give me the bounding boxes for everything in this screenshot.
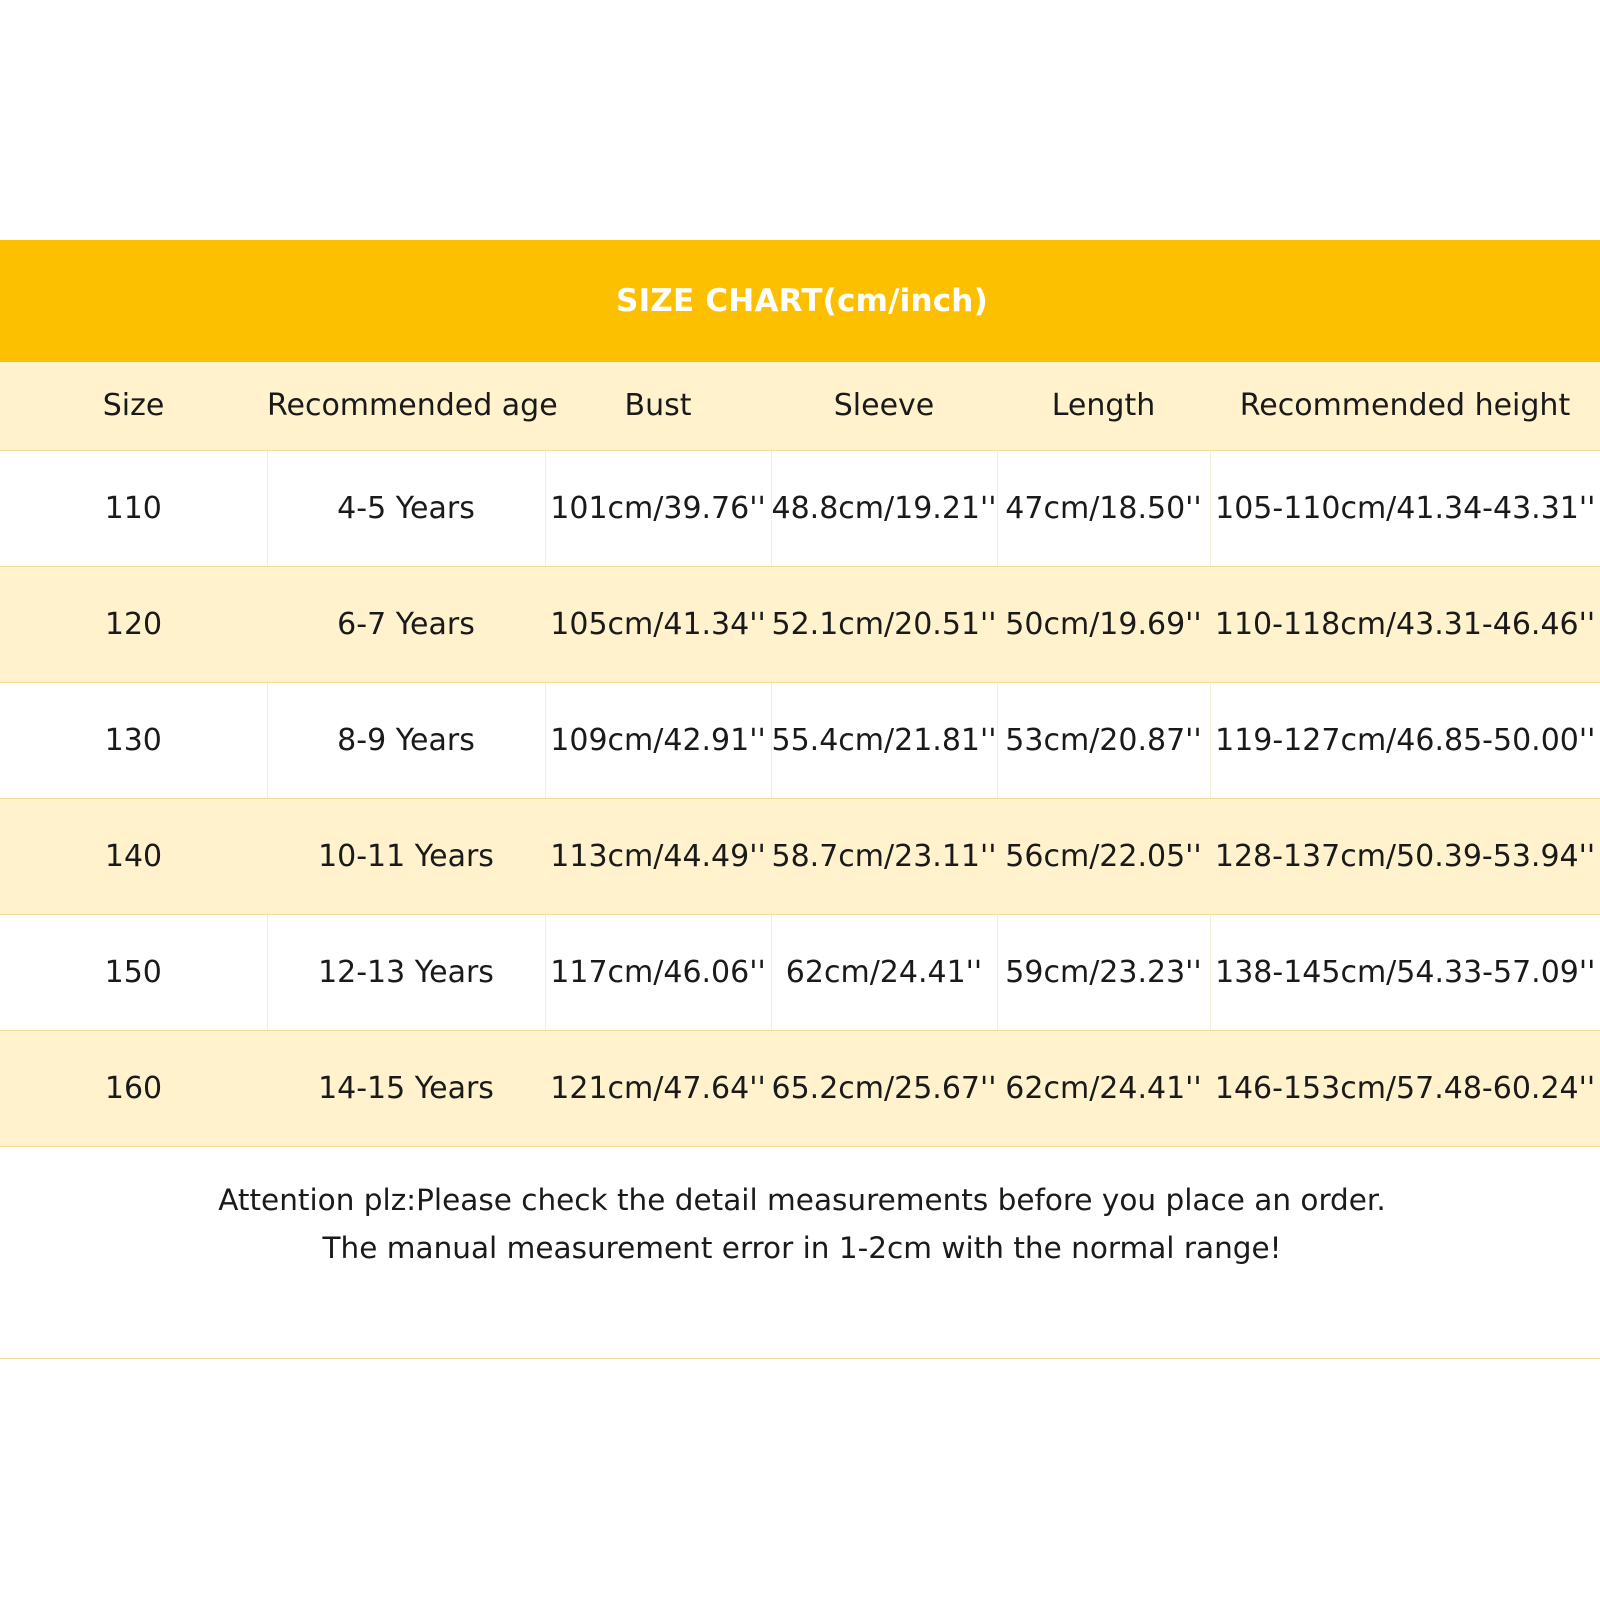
length-cell: 59cm/23.23'' [997,914,1210,1030]
bottom-divider [0,1358,1600,1359]
length-cell: 53cm/20.87'' [997,682,1210,798]
height-cell: 110-118cm/43.31-46.46'' [1210,566,1600,682]
height-cell: 119-127cm/46.85-50.00'' [1210,682,1600,798]
age-cell: 12-13 Years [267,914,545,1030]
age-cell: 10-11 Years [267,798,545,914]
length-cell: 56cm/22.05'' [997,798,1210,914]
height-cell: 146-153cm/57.48-60.24'' [1210,1030,1600,1146]
size-chart-header-bar [0,240,1600,362]
bust-cell: 101cm/39.76'' [545,450,771,566]
bust-cell: 117cm/46.06'' [545,914,771,1030]
column-header-recommended-height: Recommended height [1210,362,1600,450]
age-cell: 8-9 Years [267,682,545,798]
column-header-size: Size [0,362,267,450]
column-header-sleeve: Sleeve [771,362,997,450]
column-header-bust: Bust [545,362,771,450]
bust-cell: 105cm/41.34'' [545,566,771,682]
sleeve-cell: 52.1cm/20.51'' [771,566,997,682]
height-cell: 128-137cm/50.39-53.94'' [1210,798,1600,914]
bust-cell: 109cm/42.91'' [545,682,771,798]
sleeve-cell: 58.7cm/23.11'' [771,798,997,914]
bust-cell: 113cm/44.49'' [545,798,771,914]
age-cell: 14-15 Years [267,1030,545,1146]
height-cell: 105-110cm/41.34-43.31'' [1210,450,1600,566]
measurement-notes [0,1176,1600,1272]
sleeve-cell: 62cm/24.41'' [771,914,997,1030]
length-cell: 50cm/19.69'' [997,566,1210,682]
sleeve-cell: 65.2cm/25.67'' [771,1030,997,1146]
table-row [0,798,1600,914]
size-chart-table [0,362,1600,1147]
table-row [0,914,1600,1030]
table-row [0,450,1600,566]
length-cell: 62cm/24.41'' [997,1030,1210,1146]
table-row [0,566,1600,682]
size-chart-title: SIZE CHART(cm/inch) [616,283,988,319]
sleeve-cell: 48.8cm/19.21'' [771,450,997,566]
size-cell: 160 [0,1030,267,1146]
size-cell: 130 [0,682,267,798]
measurement-error-note: The manual measurement error in 1-2cm with the normal range! [322,1231,1282,1265]
column-header-recommended-age: Recommended age [267,362,545,450]
size-cell: 120 [0,566,267,682]
age-cell: 6-7 Years [267,566,545,682]
attention-note: Attention plz:Please check the detail measurements before you place an order. [218,1183,1386,1217]
size-cell: 150 [0,914,267,1030]
age-cell: 4-5 Years [267,450,545,566]
table-row [0,682,1600,798]
height-cell: 138-145cm/54.33-57.09'' [1210,914,1600,1030]
length-cell: 47cm/18.50'' [997,450,1210,566]
column-header-length: Length [997,362,1210,450]
table-row [0,1030,1600,1146]
table-header-row [0,362,1600,450]
size-cell: 110 [0,450,267,566]
sleeve-cell: 55.4cm/21.81'' [771,682,997,798]
size-cell: 140 [0,798,267,914]
bust-cell: 121cm/47.64'' [545,1030,771,1146]
